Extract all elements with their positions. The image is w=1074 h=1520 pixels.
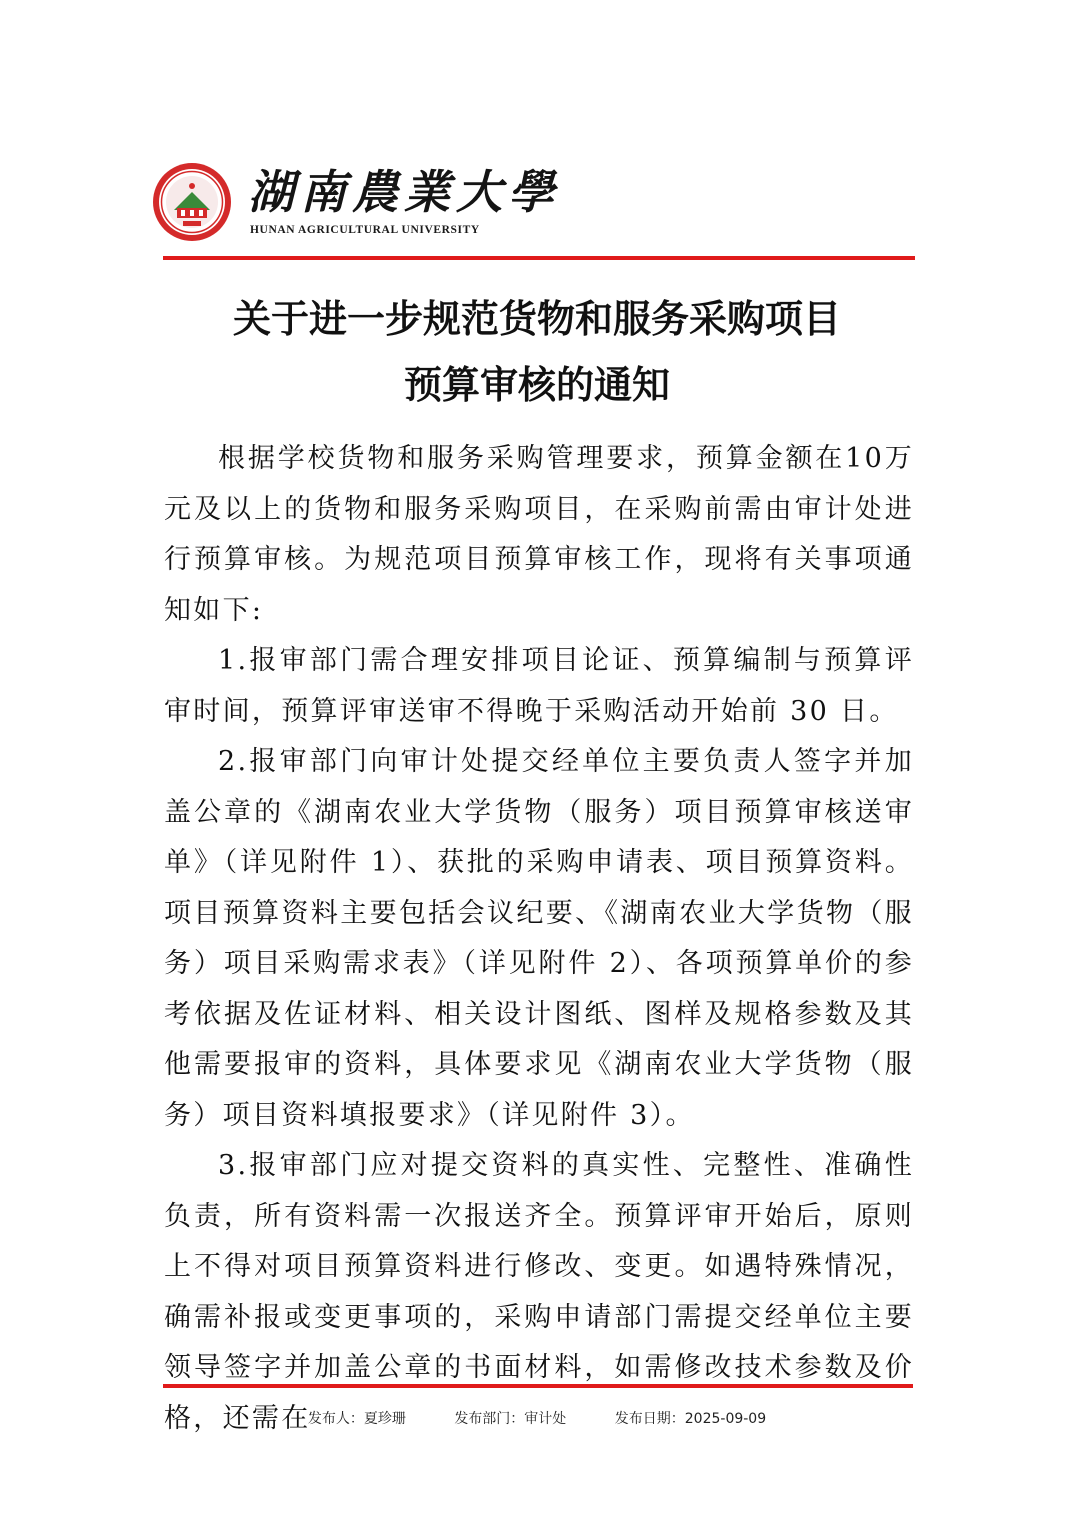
university-name-en: HUNAN AGRICULTURAL UNIVERSITY (250, 224, 480, 236)
university-seal-icon (152, 162, 232, 242)
document-title (0, 286, 1074, 418)
publish-info (0, 1408, 1074, 1428)
publish-date: 发布日期：2025-09-09 (614, 1411, 767, 1427)
document-body (164, 434, 914, 1444)
publish-department: 发布部门：审计处 (454, 1411, 567, 1427)
header-divider (163, 256, 915, 260)
university-name-cn: 湖南農業大學 (248, 165, 560, 219)
paragraph-item-1: 1.报审部门需合理安排项目论证、预算编制与预算评审时间，预算评审送审不得晚于采购活动开始前 30 日。 (164, 645, 914, 727)
letterhead (152, 160, 912, 244)
title-line-2: 预算审核的通知 (403, 363, 670, 407)
footer-divider (163, 1384, 913, 1388)
paragraph-item-3: 3.报审部门应对提交资料的真实性、完整性、准确性负责，所有资料需一次报送齐全。预算评审开始后，原则上不得对项目预算资料进行修改、变更。如遇特殊情况，确需补报或变更事项的，采购申请部门需提交经单位主要领导签字并加盖公章的书面材料，如需修改技术参数及价格，还需在 (164, 1150, 914, 1434)
publisher: 发布人：夏珍珊 (307, 1411, 406, 1427)
title-line-1: 关于进一步规范货物和服务采购项目 (232, 297, 841, 341)
paragraph-item-2: 2.报审部门向审计处提交经单位主要负责人签字并加盖公章的《湖南农业大学货物（服务）项目预算审核送审单》（详见附件 1）、获批的采购申请表、项目预算资料。项目预算资料主要包括会议纪要、《湖南农业大学货物（服务）项目采购需求表》（详见附件 2）、各项预算单价的参考依据及佐证材料、相关设计图纸、图样及规格参数及其他需要报审的资料，具体要求见《湖南农业大学货物（服务）项目资料填报要求》（详见附件 3）。 (164, 746, 914, 1131)
paragraph-intro: 根据学校货物和服务采购管理要求，预算金额在10万元及以上的货物和服务采购项目，在采购前需由审计处进行预算审核。为规范项目预算审核工作，现将有关事项通知如下: (164, 443, 914, 626)
